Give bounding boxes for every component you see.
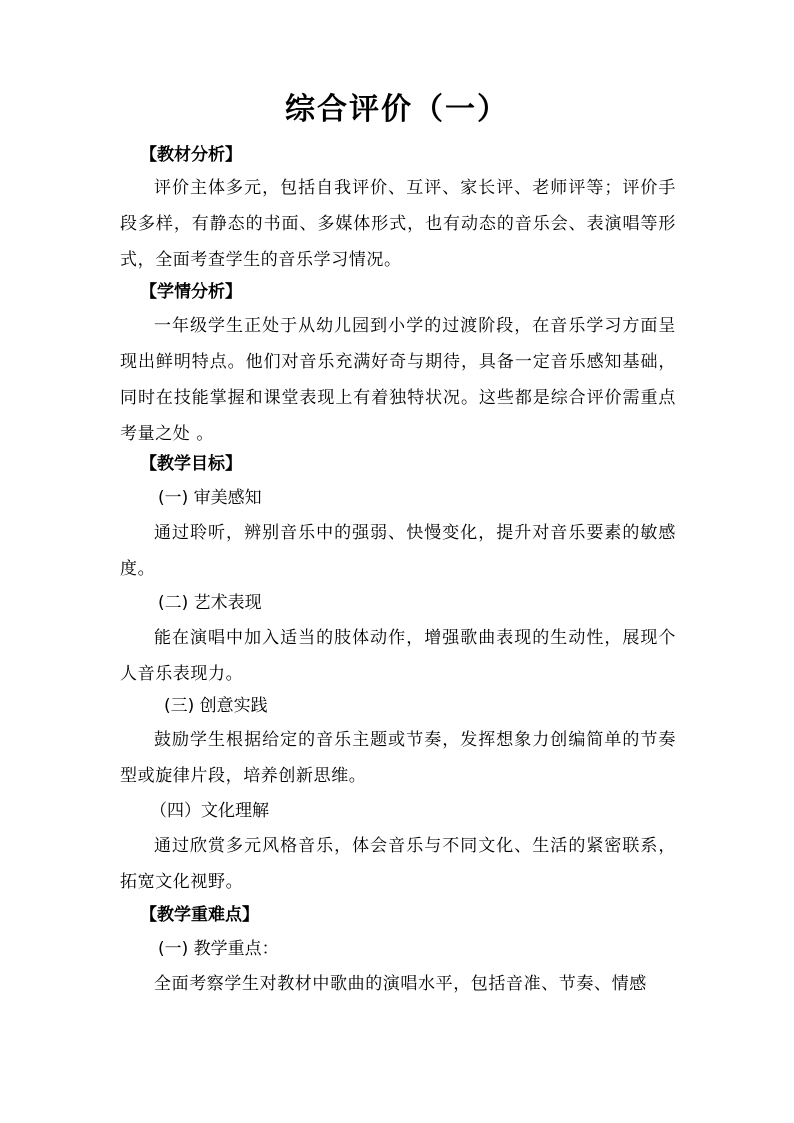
goal-culture-label: （四）文化理解 bbox=[150, 801, 269, 821]
goal-creative-practice-paragraph: 鼓励学生根据给定的音乐主题或节奏，发挥想象力创编简单的节奏型或旋律片段，培养创新思维。 bbox=[120, 730, 676, 786]
goal-aesthetic-paragraph: 通过聆听，辨别音乐中的强弱、快慢变化，提升对音乐要素的敏感度。 bbox=[120, 523, 676, 579]
key-points-label: (一) 教学重点： bbox=[158, 939, 279, 959]
student-analysis-heading: 【学情分析】 bbox=[140, 282, 242, 302]
goal-culture-paragraph: 通过欣赏多元风格音乐，体会音乐与不同文化、生活的紧密联系，拓宽文化视野。 bbox=[120, 836, 676, 892]
key-points-paragraph: 全面考察学生对教材中歌曲的演唱水平，包括音准、节奏、情感 bbox=[154, 974, 647, 994]
page-title: 综合评价（一） bbox=[285, 92, 509, 127]
material-analysis-paragraph: 评价主体多元，包括自我评价、互评、家长评、老师评等；评价手段多样，有静态的书面、多媒体形式，也有动态的音乐会、表演唱等形式，全面考查学生的音乐学习情况。 bbox=[120, 178, 676, 270]
teaching-goals-heading: 【教学目标】 bbox=[140, 454, 242, 474]
goal-aesthetic-label: (一) 审美感知 bbox=[158, 488, 262, 508]
goal-art-expression-paragraph: 能在演唱中加入适当的肢体动作，增强歌曲表现的生动性，展现个人音乐表现力。 bbox=[120, 628, 676, 684]
goal-art-expression-label: (二) 艺术表现 bbox=[158, 593, 262, 613]
student-analysis-paragraph: 一年级学生正处于从幼儿园到小学的过渡阶段，在音乐学习方面呈现出鲜明特点。他们对音乐充满好奇与期待，具备一定音乐感知基础，同时在技能掌握和课堂表现上有着独特状况。这些都是综合评价需重点考量之处 。 bbox=[120, 316, 676, 444]
material-analysis-heading: 【教材分析】 bbox=[140, 145, 242, 165]
goal-creative-practice-label: (三) 创意实践 bbox=[164, 696, 268, 716]
key-points-heading: 【教学重难点】 bbox=[140, 905, 259, 925]
